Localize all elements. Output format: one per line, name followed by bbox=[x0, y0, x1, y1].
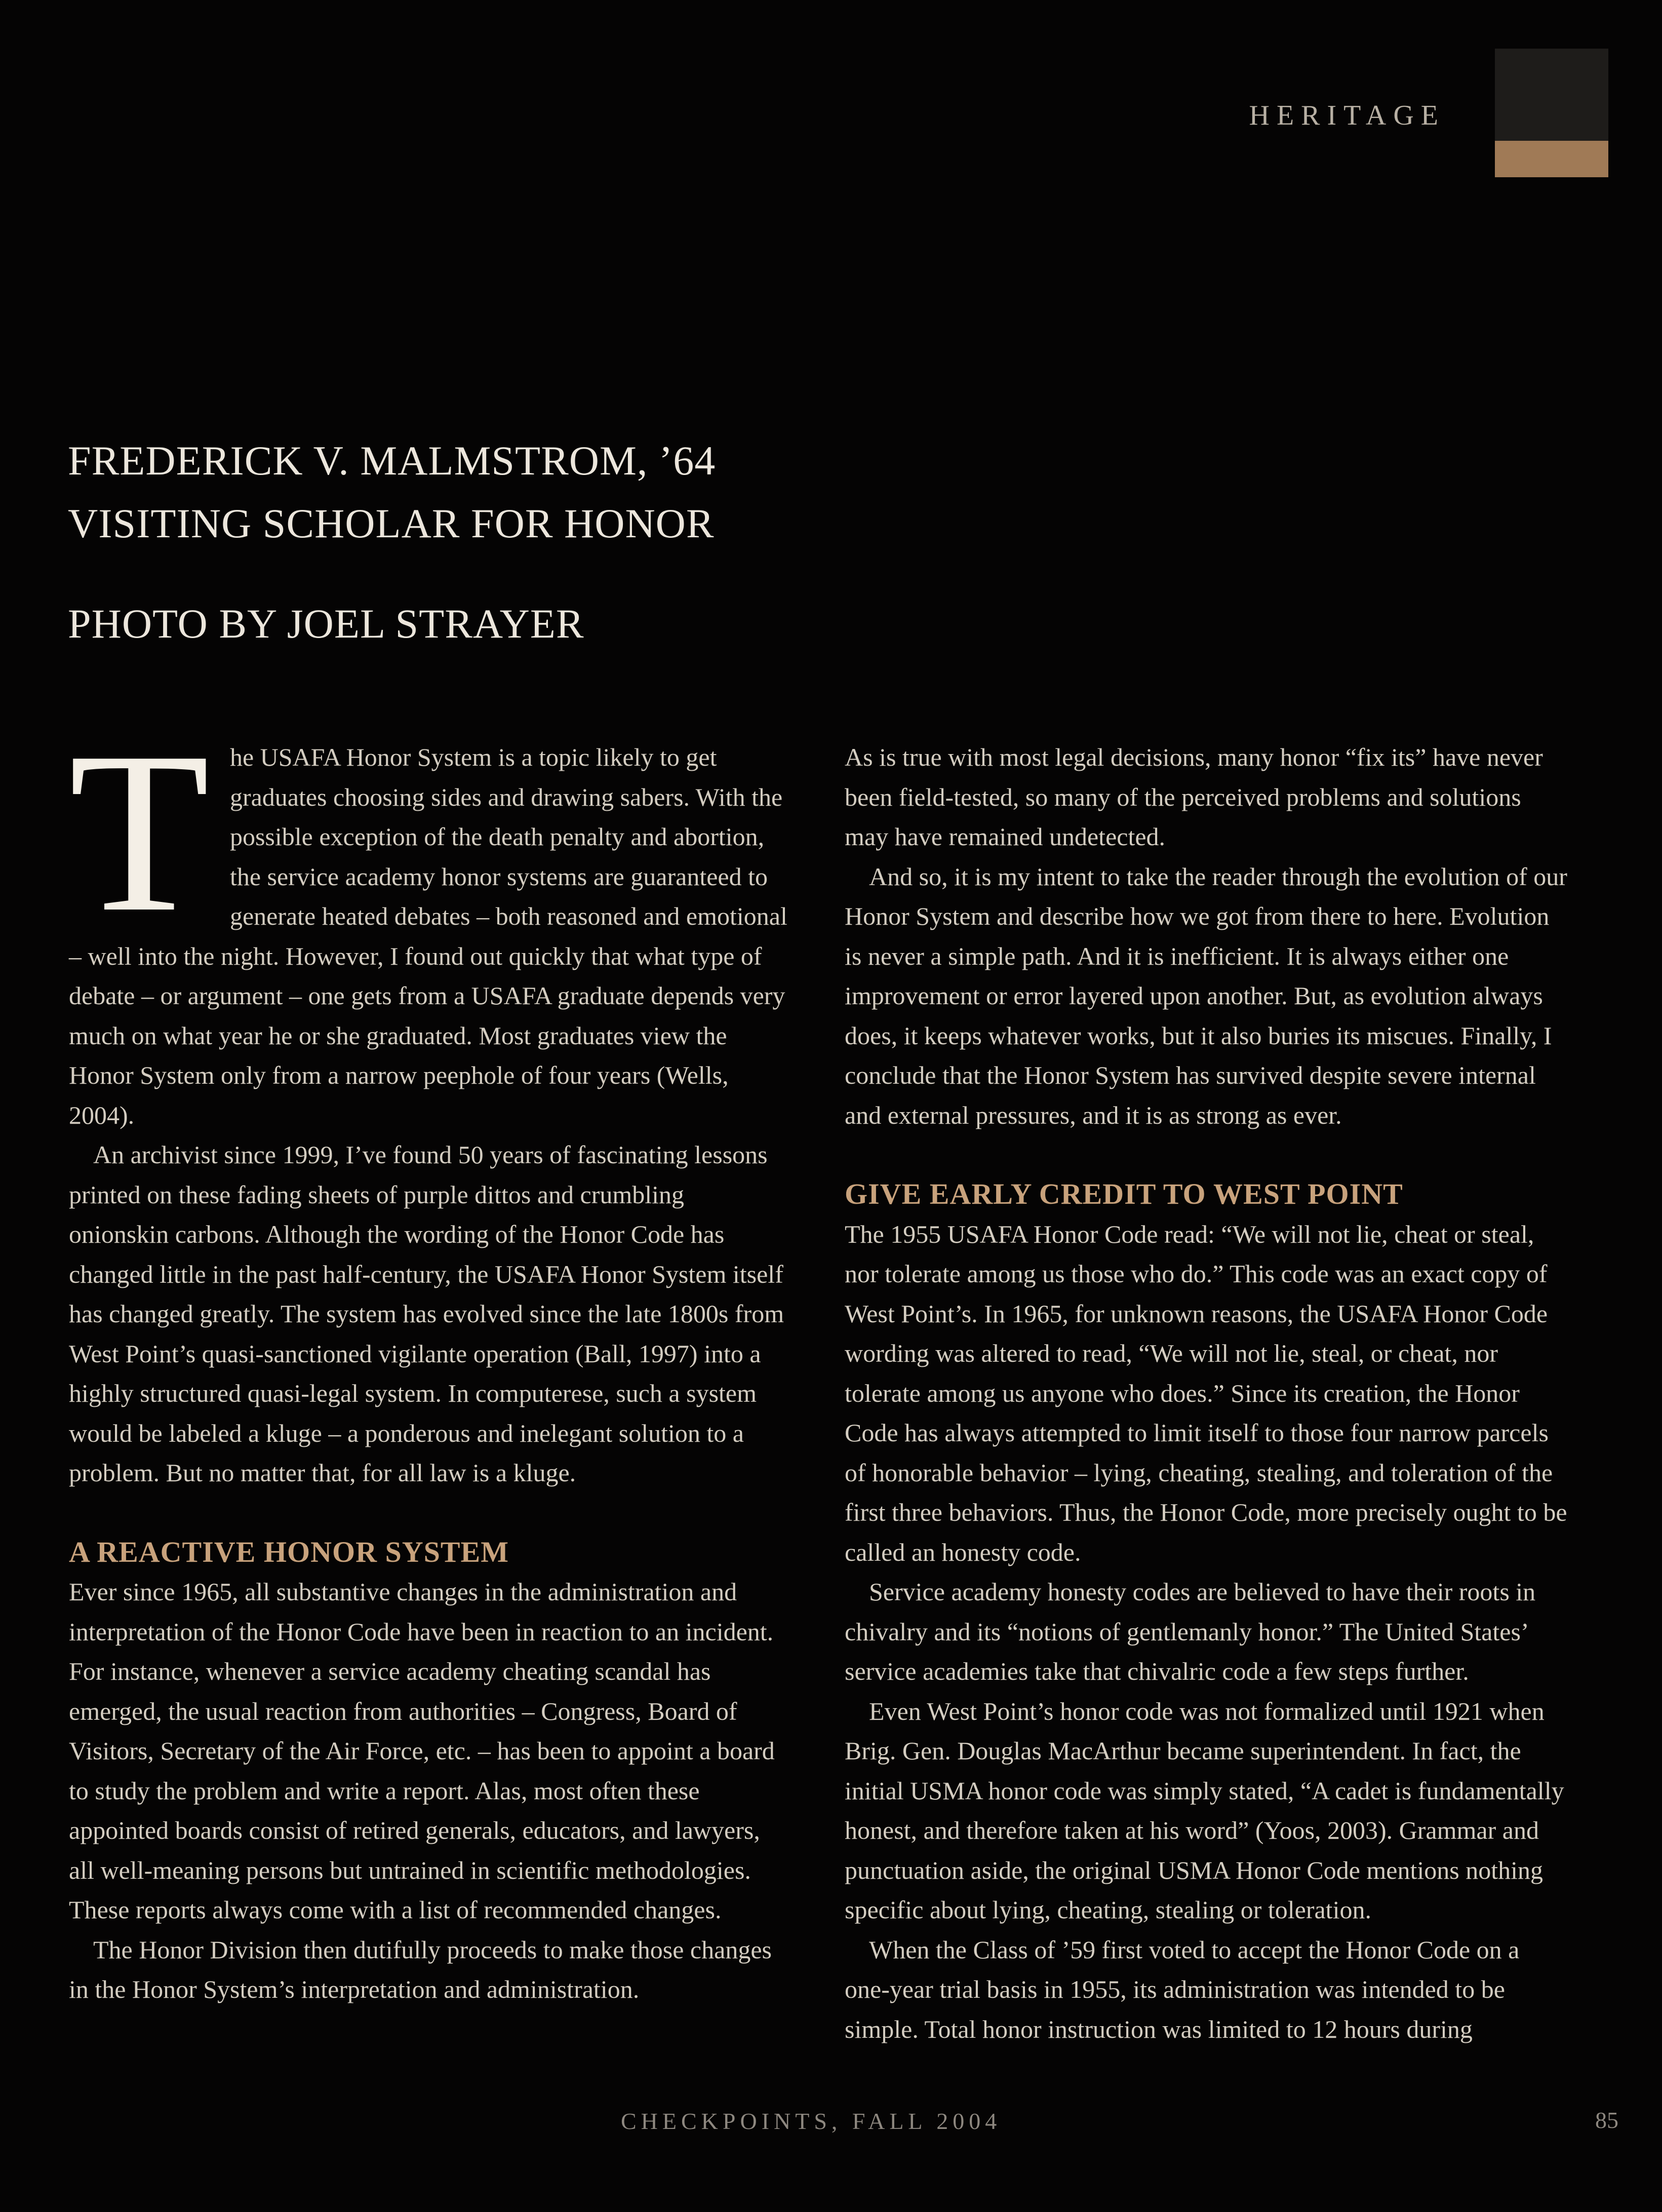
section-heading: GIVE EARLY CREDIT TO WEST POINT bbox=[845, 1177, 1403, 1210]
article-paragraph: Service academy honesty codes are believed to have their roots in chivalry and its “notions of gentlemanly honor.” The United States’ service academies take that chivalric code a few steps further. bbox=[845, 1577, 1536, 1685]
author-byline bbox=[68, 429, 827, 555]
section-label: HERITAGE bbox=[1249, 100, 1445, 131]
article-column-right bbox=[845, 737, 1569, 2049]
photo-credit: PHOTO BY JOEL STRAYER bbox=[68, 601, 584, 647]
article-paragraph: And so, it is my intent to take the reader through the evolution of our Honor System and describe how we got from there to here. Evolution is never a simple path. And it is inefficient. It is always either one improvement or error layered upon another. But, as evolution always does, it keeps whatever works, but it also buries its miscues. Finally, I conclude that the Honor System has survived despite severe internal and external pressures, and it is as strong as ever. bbox=[845, 862, 1567, 1129]
publication-footer: CHECKPOINTS, FALL 2004 bbox=[621, 2108, 1002, 2134]
section-color-swatch bbox=[1495, 49, 1608, 177]
section-heading: A REACTIVE HONOR SYSTEM bbox=[69, 1535, 509, 1568]
article-paragraph: An archivist since 1999, I’ve found 50 years of fascinating lessons printed on these fading sheets of purple dittos and crumbling onionskin carbons. Although the wording of the Honor Code has changed little in the past half-century, the USAFA Honor System itself has changed greatly. The system has evolved since the late 1800s from West Point’s quasi-sanctioned vigilante operation (Ball, 1997) into a highly structured quasi-legal system. In computerese, such a system would be labeled a kluge – a ponderous and inelegant solution to a problem. But no matter that, for all law is a kluge. bbox=[69, 1140, 784, 1487]
article-paragraph: Ever since 1965, all substantive changes in the administration and interpretation of the Honor Code have been in reaction to an incident. For instance, whenever a service academy cheating scandal has emerged, the usual reaction from authorities – Congress, Board of Visitors, Secretary of the Air Force, etc. – has been to appoint a board to study the problem and write a report. Alas, most often these appointed boards consist of retired generals, educators, and lawyers, all well-meaning persons but untrained in scientific methodologies. These reports always come with a list of recommended changes. bbox=[69, 1577, 775, 1924]
article-paragraph: The Honor Division then dutifully proceeds to make those changes in the Honor System’s interpretation and administration. bbox=[69, 1935, 772, 2003]
paragraph-text: he USAFA Honor System is a topic likely to get graduates choosing sides and drawing sabers. With the possible exception of the death penalty and abortion, the service academy honor systems are guaranteed to generate heated debates – both reasoned and emotional – well into the night. However, I found out quickly that what type of debate – or argument – one gets from a USAFA graduate depends very much on what year he or she graduated. Most graduates view the Honor System only from a narrow peephole of four years (Wells, 2004). bbox=[69, 743, 787, 1129]
author-name: FREDERICK V. MALMSTROM, ’64 bbox=[68, 438, 716, 484]
article-paragraph bbox=[69, 705, 788, 1135]
article-paragraph: As is true with most legal decisions, many honor “fix its” have never been field-tested, so many of the perceived problems and solutions may have remained undetected. bbox=[845, 743, 1543, 851]
page-number: 85 bbox=[1595, 2107, 1618, 2133]
article-paragraph: When the Class of ’59 first voted to accept the Honor Code on a one-year trial basis in 1955, its administration was intended to be simple. Total honor instruction was limited to 12 hours during bbox=[845, 1935, 1520, 2043]
section-color-band bbox=[1495, 141, 1608, 177]
section-spacer bbox=[845, 1135, 1569, 1174]
article-column-left bbox=[69, 705, 788, 2009]
section-spacer bbox=[69, 1493, 788, 1532]
author-title: VISITING SCHOLAR FOR HONOR bbox=[68, 500, 715, 546]
article-paragraph: Even West Point’s honor code was not formalized until 1921 when Brig. Gen. Douglas MacArthur became superintendent. In fact, the initial USMA honor code was simply stated, “A cadet is fundamentally honest, and therefore taken at his word” (Yoos, 2003). Grammar and punctuation aside, the original USMA Honor Code mentions nothing specific about lying, cheating, stealing or toleration. bbox=[845, 1696, 1564, 1924]
article-paragraph: The 1955 USAFA Honor Code read: “We will not lie, cheat or steal, nor tolerate among us those who do.” This code was an exact copy of West Point’s. In 1965, for unknown reasons, the USAFA Honor Code wording was altered to read, “We will not lie, steal, or cheat, nor tolerate among us anyone who does.” Since its creation, the Honor Code has always attempted to limit itself to those four narrow parcels of honorable behavior – lying, cheating, stealing, and toleration of the first three behaviors. Thus, the Honor Code, more precisely ought to be called an honesty code. bbox=[845, 1219, 1567, 1566]
drop-cap: T bbox=[69, 705, 210, 960]
